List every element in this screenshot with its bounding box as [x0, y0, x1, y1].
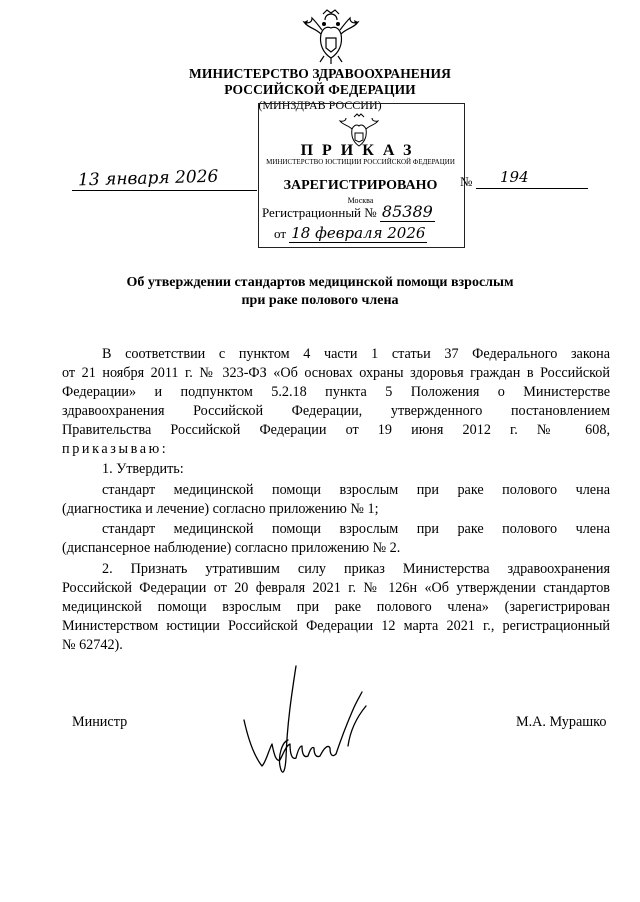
stamp-agency: МИНИСТЕРСТВО ЮСТИЦИИ РОССИЙСКОЙ ФЕДЕРАЦИИ	[266, 158, 455, 166]
stamp-registration-row	[262, 202, 435, 221]
standard-1-line-2: (диагностика и лечение) согласно приложению № 1;	[62, 501, 379, 517]
ministry-name-line2: РОССИЙСКОЙ ФЕДЕРАЦИИ	[224, 82, 416, 97]
document-title-line2: при раке полового члена	[241, 293, 399, 308]
item-2-line-4: Министерством юстиции Российской Федерации 12 марта 2021 г., регистрационный	[62, 618, 610, 634]
standard-2-line-2: (диспансерное наблюдение) согласно приложению № 2.	[62, 540, 401, 556]
stamp-date-row	[274, 224, 427, 242]
preamble-line-1: В соответствии с пунктом 4 части 1 статьи 37 Федерального закона	[102, 346, 610, 362]
stamp-registered-label: ЗАРЕГИСТРИРОВАНО	[283, 178, 438, 193]
preamble-line-5: Правительства Российской Федерации от 19 июня 2012 г. № 608,	[62, 422, 610, 438]
item-2-line-2: Российской Федерации от 20 февраля 2021 г. № 126н «Об утверждении стандартов	[62, 580, 610, 596]
order-date: 13 января 2026	[77, 166, 219, 191]
item-2-line-3: медицинской помощи взрослым при раке полового члена» (зарегистрирован	[62, 599, 610, 615]
preamble-line-3: Федерации» и подпунктом 5.2.18 пункта 5 Положения о Министерстве	[62, 384, 610, 400]
preamble-line-2: от 21 ноября 2011 г. № 323-ФЗ «Об основах охраны здоровья граждан в Российской	[62, 365, 610, 381]
item-1-heading: 1. Утвердить:	[102, 461, 184, 477]
ministry-name-line1: МИНИСТЕРСТВО ЗДРАВООХРАНЕНИЯ	[189, 66, 451, 81]
ministry-abbreviation: (МИНЗДРАВ РОССИИ)	[258, 98, 382, 112]
item-2-line-1: 2. Признать утратившим силу приказ Министерства здравоохранения	[102, 561, 610, 577]
order-number: 194	[500, 168, 529, 186]
standard-2-line-1: стандарт медицинской помощи взрослым при раке полового члена	[102, 521, 610, 537]
item-2-line-5: № 62742).	[62, 637, 123, 653]
stamp-reg-number: 85389	[381, 202, 433, 221]
stamp-date-label: от	[274, 226, 287, 241]
preamble-line-4: здравоохранения Российской Федерации, утвержденного постановлением	[62, 403, 610, 419]
stamp-city: Москва	[347, 196, 374, 205]
order-number-underline	[476, 188, 588, 189]
document-type-heading: ПРИКАЗ	[300, 142, 421, 159]
signatory-position: Министр	[72, 714, 128, 730]
document-title-line1: Об утверждении стандартов медицинской помощи взрослым	[126, 275, 514, 290]
stamp-reg-label: Регистрационный №	[262, 205, 377, 220]
coat-of-arms-emblem	[300, 8, 362, 66]
signatory-name: М.А. Мурашко	[516, 714, 607, 730]
preamble-line-6: приказываю:	[62, 441, 169, 457]
order-date-underline	[72, 190, 257, 191]
stamp-reg-date: 18 февраля 2026	[291, 224, 426, 242]
standard-1-line-1: стандарт медицинской помощи взрослым при раке полового члена	[102, 482, 610, 498]
handwritten-signature	[232, 662, 372, 782]
order-number-label: №	[460, 174, 473, 189]
